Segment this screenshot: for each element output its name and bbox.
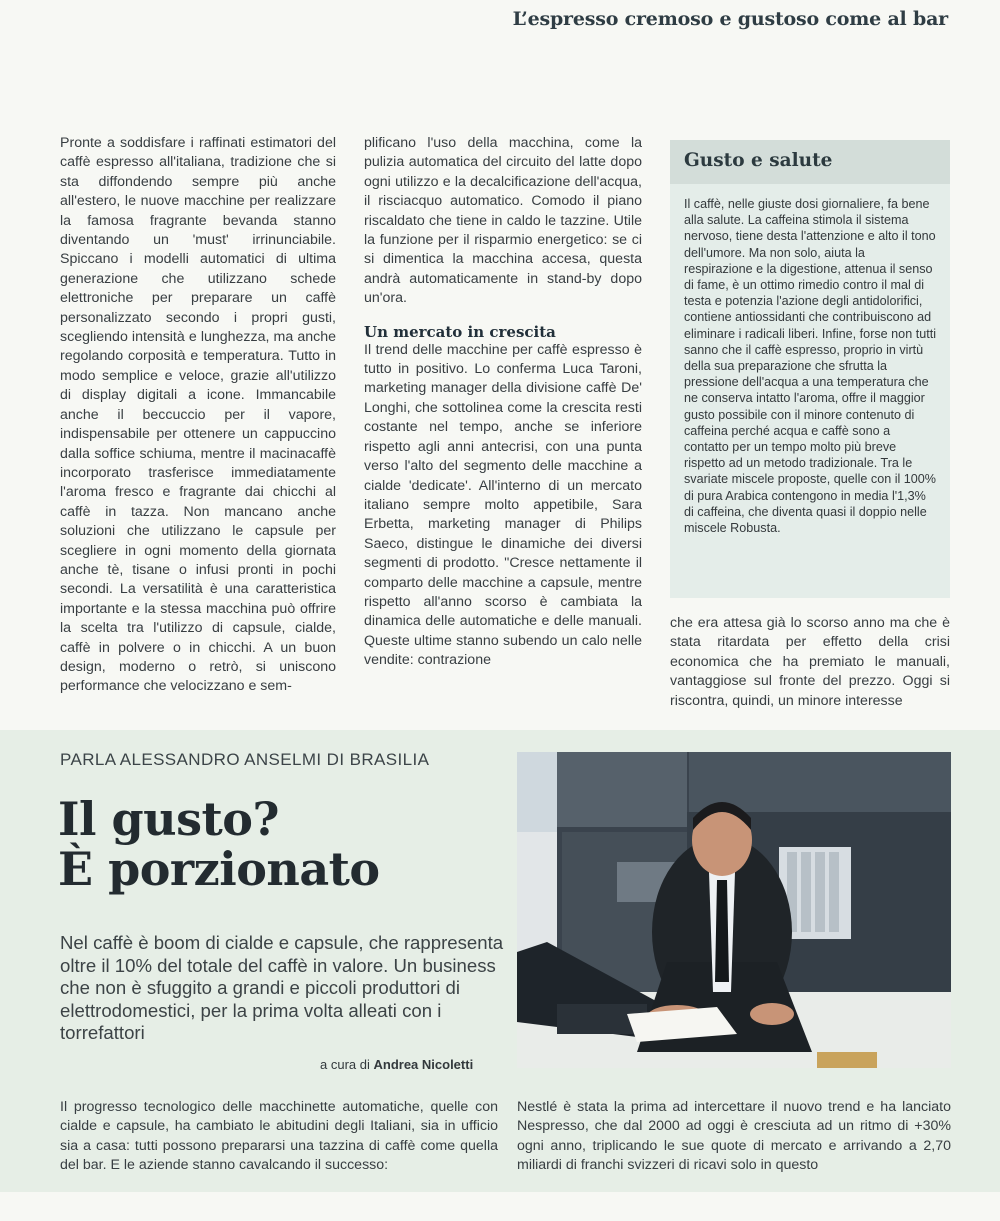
page-header-title: L’espresso cremoso e gustoso come al bar bbox=[512, 8, 948, 30]
sidebar-text: Il caffè, nelle giuste dosi giornaliere, fa bene alla salute. La caffeina stimola il sistema nervoso, tiene desta l'attenzione e alto il tono dell'umore. Ma non solo, aiuta la respirazione e la digestione, attenua il senso di fame, è un ottimo rimedio contro il mal di testa e potenzia l'azione degli antidolorifici, contiene antiossidanti che contribuiscono ad eliminare i radicali liberi. Infine, forse non tutti sanno che il caffè espresso, proprio in virtù della sua preparazione che sfrutta la pressione dell'acqua a una temperatura che ne conserva intatto l'aroma, offre il maggior gusto possibile con il minore contenuto di caffeina perché acqua e caffè sono a contatto per un tempo molto più breve rispetto ad un metodo tradizionale. Tra le svariate miscele proposte, quelle con il 100% di pura Arabica contengono in media l'1,3% di caffeina, che diventa quasi il doppio nelle miscele Robusta. bbox=[684, 197, 937, 536]
feature-headline bbox=[58, 794, 518, 894]
section-subheading: Un mercato in crescita bbox=[364, 322, 556, 341]
feature-kicker: PARLA ALESSANDRO ANSELMI DI BRASILIA bbox=[60, 750, 430, 769]
sidebar-title: Gusto e salute bbox=[670, 140, 950, 184]
feature-section bbox=[0, 730, 1000, 1192]
headline-line-1: Il gusto? bbox=[58, 792, 279, 846]
feature-body-column-1: Il progresso tecnologico delle macchinette automatiche, quelle con cialde e capsule, ha cambiato le abitudini degli Italiani, sia in ufficio sia a casa: tutti possono prepararsi una tazzina di caffè come quella del bar. E le aziende stanno cavalcando il successo: bbox=[60, 1099, 498, 1174]
sidebar-box bbox=[670, 140, 950, 598]
article-column-2-text-continued: Il trend delle macchine per caffè espresso è tutto in positivo. Lo conferma Luca Taroni, marketing manager della divisione caffè De' Longhi, che sottolinea come la crescita resti costante nel tempo, anche se inferiore rispetto agli anni antecrisi, con una punta verso l'alto del segmento delle macchine a cialde 'dedicate'. All'interno di un mercato italiano sempre molto appetibile, Sara Erbetta, marketing manager di Philips Saeco, distingue le dinamiche dei diversi segmenti di prodotto. "Cresce nettamente il comparto delle macchine a capsule, mentre rispetto all'anno scorso è cambiata la dinamica delle automatiche e delle manuali. Queste ultime stanno subendo un calo nelle vendite: contrazione bbox=[364, 341, 642, 669]
byline bbox=[320, 1057, 473, 1072]
article-column-1: Pronte a soddisfare i raffinati estimatori del caffè espresso all'italiana, tradizione che si sta diffondendo sempre più anche all'estero, le nuove macchine per realizzare la famosa fragrante bevanda stanno diventando un 'must' irrinunciabile. Spiccano i modelli automatici di ultima generazione che utilizzano schede elettroniche per preparare un caffè personalizzato secondo i propri gusti, scegliendo intensità e lunghezza, ma anche regolando corposità e temperatura. Tutto in modo semplice e veloce, grazie all'utilizzo di display digitali a icone. Immancabile anche il beccuccio per il vapore, indispensabile per ottenere un cappuccino dalla soffice schiuma, mentre il macinacaffè incorporato trasferisce immediatamente l'aroma fresco e fragrante dai chicchi al caffè in tazza. Non mancano anche soluzioni che utilizzano le capsule per scegliere in ogni momento della giornata anche tè, tisane o infusi pronti in pochi secondi. La versatilità è una caratteristica importante e la stessa macchina può offrire la scelta tra l'utilizzo di capsule, cialde, caffè in polvere o in chicchi. A un buon design, moderno o retrò, si uniscono performance che velocizzano e sem- bbox=[60, 135, 336, 695]
article-column-2 bbox=[364, 134, 642, 671]
byline-prefix: a cura di bbox=[320, 1057, 370, 1072]
office-portrait-illustration bbox=[517, 752, 951, 1068]
portrait-photo bbox=[517, 752, 951, 1068]
headline-line-2: È porzionato bbox=[58, 842, 380, 896]
feature-deck: Nel caffè è boom di cialde e capsule, che rappresenta oltre il 10% del totale del caffè in valore. Un business che non è sfuggito a grandi e piccoli produttori di elettrodomestici, per la prima volta alleati con i torrefattori bbox=[60, 932, 504, 1043]
byline-author: Andrea Nicoletti bbox=[373, 1057, 474, 1072]
feature-body-column-2: Nestlé è stata la prima ad intercettare il nuovo trend e ha lanciato Nespresso, che dal 2000 ad oggi è cresciuta ad un ritmo di +30% ogni anno, triplicando le sue quote di mercato e arrivando a 2,70 miliardi di franchi svizzeri di ricavi solo in questo bbox=[517, 1099, 951, 1174]
article-column-2-text: plificano l'uso della macchina, come la pulizia automatica del circuito del latte dopo ogni utilizzo e la decalcificazione dell'acqua, il risciacquo automatico. Comodo il piano riscaldato che tiene in caldo le tazzine. Utile la funzione per il risparmio energetico: se ci si dimentica la macchina accesa, questa andrà automaticamente in stand-by dopo un'ora. bbox=[364, 135, 642, 307]
article-column-3: che era attesa già lo scorso anno ma che è stata ritardata per effetto della crisi economica che ha premiato le manuali, vantaggiose sul fronte del prezzo. Oggi si riscontra, quindi, un minore interesse bbox=[670, 615, 950, 709]
